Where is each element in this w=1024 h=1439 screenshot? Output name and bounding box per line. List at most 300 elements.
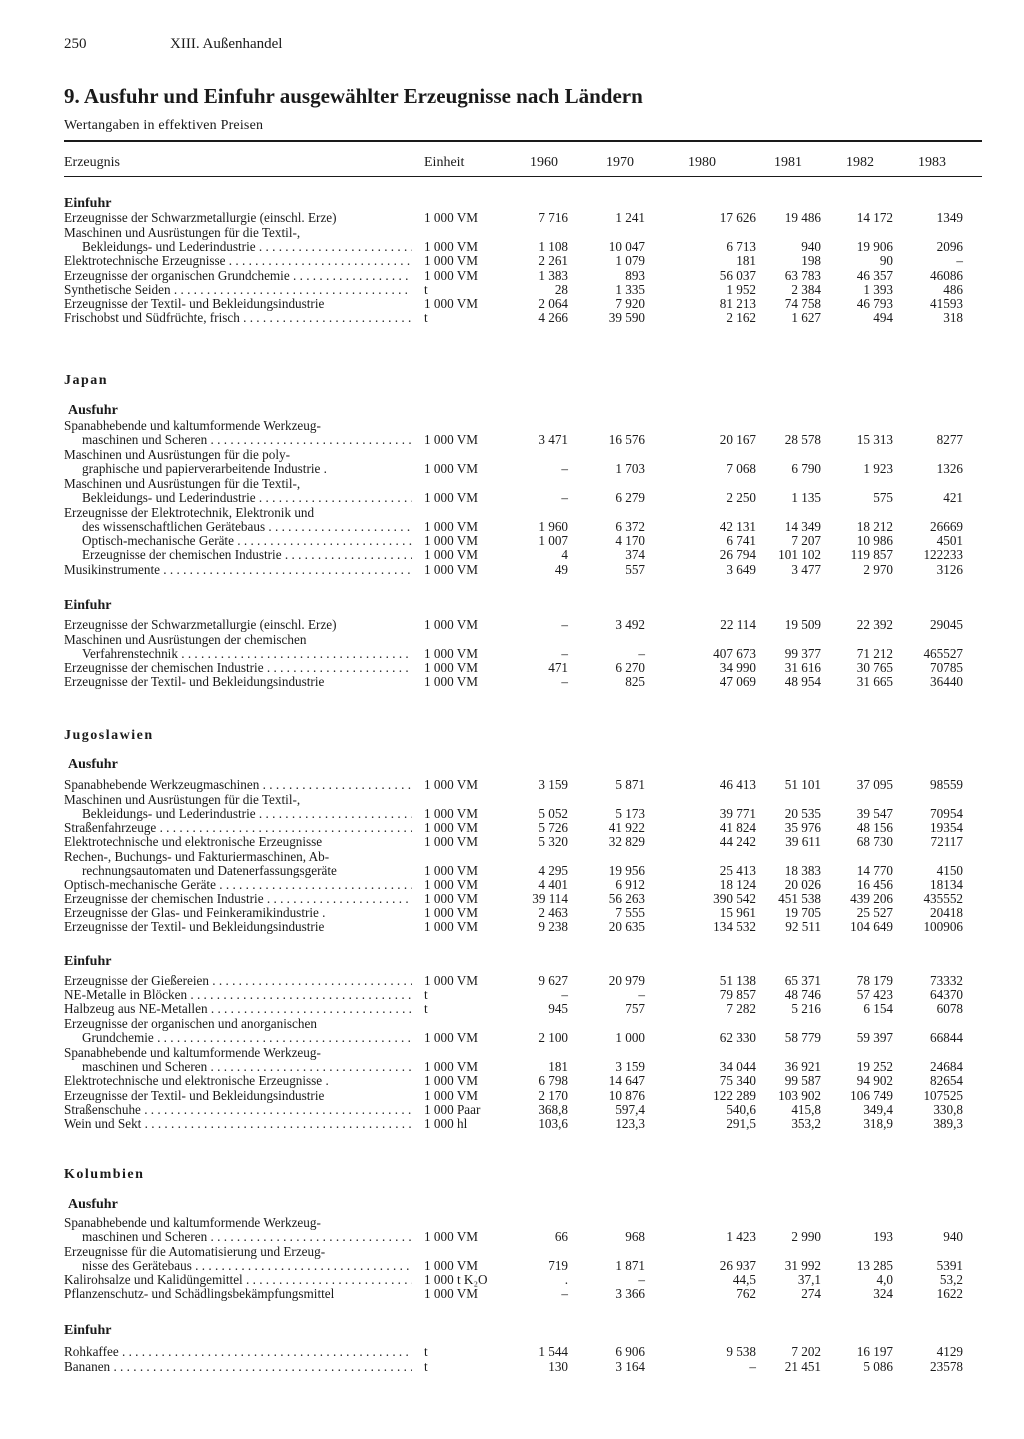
row-label: Bekleidungs- und Lederindustrie . . . bbox=[82, 240, 412, 254]
row-unit: t bbox=[424, 1344, 428, 1359]
row-unit: 1 000 VM bbox=[424, 1286, 478, 1301]
column-header-product: Erzeugnis bbox=[64, 155, 120, 170]
cell-1982: 14 172 bbox=[856, 210, 893, 225]
row-label: Elektrotechnische und elektronische Erzeugnisse bbox=[64, 834, 323, 849]
row-label: Erzeugnisse der Textil- und Bekleidungsindustrie bbox=[64, 674, 325, 689]
table-row bbox=[0, 1259, 1024, 1273]
table-row bbox=[0, 311, 1024, 325]
row-label: Frischobst und Südfrüchte, frisch . . . bbox=[64, 311, 412, 325]
row-label: Spanabhebende und kaltumformende Werkzeug- bbox=[64, 1215, 321, 1230]
table-row bbox=[0, 563, 1024, 577]
cell-1970: 968 bbox=[625, 1229, 645, 1244]
cell-1982: 46 357 bbox=[856, 268, 893, 283]
cell-1981: 6 790 bbox=[791, 461, 821, 476]
cell-1960: 9 627 bbox=[538, 973, 568, 988]
row-unit: 1 000 VM bbox=[424, 1258, 478, 1273]
cell-1981: 1 135 bbox=[791, 490, 821, 505]
cell-1970: 557 bbox=[625, 562, 645, 577]
cell-1983: 72117 bbox=[930, 834, 963, 849]
cell-1970: 19 956 bbox=[608, 863, 645, 878]
row-label: Kalirohsalze und Kalidüngemittel . . . bbox=[64, 1273, 412, 1287]
cell-1980: 34 044 bbox=[719, 1059, 756, 1074]
cell-1960: 66 bbox=[554, 1229, 568, 1244]
cell-1960: 4 295 bbox=[538, 863, 568, 878]
table-row bbox=[0, 1117, 1024, 1131]
row-label: Rohkaffee . . . bbox=[64, 1345, 412, 1359]
cell-1981: 1 627 bbox=[791, 310, 821, 325]
cell-1980: 2 162 bbox=[726, 310, 756, 325]
row-label: des wissenschaftlichen Gerätebaus . . . bbox=[82, 520, 412, 534]
table-row bbox=[0, 1017, 1024, 1031]
row-label: Spanabhebende Werkzeugmaschinen . . . bbox=[64, 778, 412, 792]
cell-1980: 134 532 bbox=[713, 919, 756, 934]
cell-1983: 465527 bbox=[923, 646, 963, 661]
cell-1981: 101 102 bbox=[778, 547, 821, 562]
cell-1980: 26 794 bbox=[719, 547, 756, 562]
cell-1982: 19 906 bbox=[856, 239, 893, 254]
section-heading: Einfuhr bbox=[64, 954, 112, 969]
section-heading: Einfuhr bbox=[64, 196, 112, 211]
cell-1980: 1 423 bbox=[726, 1229, 756, 1244]
cell-1980: 9 538 bbox=[726, 1344, 756, 1359]
cell-1983: 389,3 bbox=[933, 1116, 963, 1131]
table-row bbox=[0, 534, 1024, 548]
cell-1983: 29045 bbox=[930, 617, 963, 632]
cell-1960: 368,8 bbox=[538, 1102, 568, 1117]
row-label: Erzeugnisse der Schwarzmetallurgie (einschl. Erze) bbox=[64, 617, 337, 632]
cell-1982: 30 765 bbox=[856, 660, 893, 675]
cell-1960: – bbox=[561, 987, 568, 1002]
row-unit: t bbox=[424, 310, 428, 325]
table-row bbox=[0, 1060, 1024, 1074]
cell-1970: 825 bbox=[625, 674, 645, 689]
cell-1980: 2 250 bbox=[726, 490, 756, 505]
row-label: Erzeugnisse der organischen und anorganischen bbox=[64, 1016, 317, 1031]
cell-1970: 7 920 bbox=[615, 296, 645, 311]
column-header-1981: 1981 bbox=[774, 155, 802, 170]
row-label: Erzeugnisse der Glas- und Feinkeramikindustrie . bbox=[64, 905, 326, 920]
row-label: Erzeugnisse der chemischen Industrie . . . bbox=[82, 548, 412, 562]
row-label: rechnungsautomaten und Datenerfassungsgeräte bbox=[82, 863, 337, 878]
table-title: 9. Ausfuhr und Einfuhr ausgewählter Erzeugnisse nach Ländern bbox=[64, 84, 643, 108]
cell-1983: 41593 bbox=[930, 296, 963, 311]
cell-1983: 1326 bbox=[936, 461, 963, 476]
cell-1983: 20418 bbox=[930, 905, 963, 920]
cell-1960: 5 320 bbox=[538, 834, 568, 849]
row-unit: 1 000 VM bbox=[424, 519, 478, 534]
cell-1980: 3 649 bbox=[726, 562, 756, 577]
cell-1982: 10 986 bbox=[856, 533, 893, 548]
table-row bbox=[0, 226, 1024, 240]
cell-1981: 36 921 bbox=[784, 1059, 821, 1074]
cell-1983: 100906 bbox=[923, 919, 963, 934]
cell-1960: 4 266 bbox=[538, 310, 568, 325]
row-unit: 1 000 VM bbox=[424, 268, 478, 283]
cell-1983: 73332 bbox=[930, 973, 963, 988]
row-unit: 1 000 VM bbox=[424, 674, 478, 689]
header-rule bbox=[64, 176, 982, 177]
cell-1980: 79 857 bbox=[719, 987, 756, 1002]
cell-1981: 48 746 bbox=[784, 987, 821, 1002]
cell-1982: 193 bbox=[873, 1229, 893, 1244]
cell-1960: 719 bbox=[548, 1258, 568, 1273]
row-label: Rechen-, Buchungs- und Fakturiermaschinen, Ab- bbox=[64, 849, 330, 864]
cell-1960: – bbox=[561, 1286, 568, 1301]
cell-1960: 471 bbox=[548, 660, 568, 675]
row-unit: 1 000 VM bbox=[424, 863, 478, 878]
cell-1983: 70954 bbox=[930, 806, 963, 821]
cell-1983: 435552 bbox=[923, 891, 963, 906]
row-label: Erzeugnisse der Textil- und Bekleidungsindustrie bbox=[64, 296, 325, 311]
row-label: Erzeugnisse der Textil- und Bekleidungsindustrie bbox=[64, 1088, 325, 1103]
row-label: Maschinen und Ausrüstungen für die Textil-, bbox=[64, 792, 301, 807]
cell-1980: 62 330 bbox=[719, 1030, 756, 1045]
table-row bbox=[0, 433, 1024, 447]
cell-1983: 1349 bbox=[936, 210, 963, 225]
column-header-1960: 1960 bbox=[530, 155, 558, 170]
row-unit: 1 000 VM bbox=[424, 296, 478, 311]
row-label: Spanabhebende und kaltumformende Werkzeug- bbox=[64, 418, 321, 433]
row-unit: 1 000 VM bbox=[424, 490, 478, 505]
table-row bbox=[0, 878, 1024, 892]
cell-1970: – bbox=[638, 646, 645, 661]
row-unit: 1 000 VM bbox=[424, 253, 478, 268]
row-label: Bekleidungs- und Lederindustrie . . . bbox=[82, 807, 412, 821]
cell-1983: – bbox=[956, 253, 963, 268]
cell-1970: 1 000 bbox=[615, 1030, 645, 1045]
cell-1980: 20 167 bbox=[719, 432, 756, 447]
row-label: Maschinen und Ausrüstungen für die Textil-, bbox=[64, 225, 301, 240]
row-label: Pflanzenschutz- und Schädlingsbekämpfungsmittel bbox=[64, 1286, 335, 1301]
chapter-title: XIII. Außenhandel bbox=[170, 36, 283, 52]
cell-1981: 7 202 bbox=[791, 1344, 821, 1359]
row-unit: 1 000 VM bbox=[424, 1059, 478, 1074]
cell-1981: 63 783 bbox=[784, 268, 821, 283]
cell-1980: 46 413 bbox=[719, 777, 756, 792]
cell-1960: 1 383 bbox=[538, 268, 568, 283]
row-label: Erzeugnisse der Textil- und Bekleidungsindustrie bbox=[64, 919, 325, 934]
cell-1981: 35 976 bbox=[784, 820, 821, 835]
row-unit: 1 000 VM bbox=[424, 461, 478, 476]
row-unit: 1 000 VM bbox=[424, 973, 478, 988]
cell-1980: 75 340 bbox=[719, 1073, 756, 1088]
table-row bbox=[0, 675, 1024, 689]
cell-1970: 5 173 bbox=[615, 806, 645, 821]
cell-1982: 494 bbox=[873, 310, 893, 325]
table-row bbox=[0, 974, 1024, 988]
cell-1983: 330,8 bbox=[933, 1102, 963, 1117]
row-unit: 1 000 VM bbox=[424, 1073, 478, 1088]
cell-1960: 1 544 bbox=[538, 1344, 568, 1359]
cell-1983: 3126 bbox=[936, 562, 963, 577]
row-label: maschinen und Scheren . . . bbox=[82, 1230, 412, 1244]
cell-1982: 48 156 bbox=[856, 820, 893, 835]
cell-1980: 39 771 bbox=[719, 806, 756, 821]
row-label: Spanabhebende und kaltumformende Werkzeug- bbox=[64, 1045, 321, 1060]
table-row bbox=[0, 1245, 1024, 1259]
cell-1982: 1 393 bbox=[863, 282, 893, 297]
cell-1983: 23578 bbox=[930, 1359, 963, 1374]
row-label: Erzeugnisse der Gießereien . . . bbox=[64, 974, 412, 988]
cell-1981: 274 bbox=[801, 1286, 821, 1301]
cell-1982: 6 154 bbox=[863, 1001, 893, 1016]
cell-1960: – bbox=[561, 490, 568, 505]
table-row bbox=[0, 283, 1024, 297]
cell-1970: 10 876 bbox=[608, 1088, 645, 1103]
cell-1960: 1 960 bbox=[538, 519, 568, 534]
cell-1983: 64370 bbox=[930, 987, 963, 1002]
cell-1981: 99 377 bbox=[784, 646, 821, 661]
row-label: Bekleidungs- und Lederindustrie . . . bbox=[82, 491, 412, 505]
cell-1981: 7 207 bbox=[791, 533, 821, 548]
row-unit: 1 000 VM bbox=[424, 877, 478, 892]
table-row bbox=[0, 618, 1024, 632]
table-row bbox=[0, 906, 1024, 920]
row-unit: 1 000 VM bbox=[424, 834, 478, 849]
cell-1970: 6 279 bbox=[615, 490, 645, 505]
table-row bbox=[0, 211, 1024, 225]
row-label: Erzeugnisse der chemischen Industrie . . . bbox=[64, 892, 412, 906]
page-number: 250 bbox=[64, 36, 87, 52]
cell-1982: 19 252 bbox=[856, 1059, 893, 1074]
table-row bbox=[0, 520, 1024, 534]
cell-1981: 20 535 bbox=[784, 806, 821, 821]
row-label: Erzeugnisse der Elektrotechnik, Elektronik und bbox=[64, 505, 315, 520]
row-label: Maschinen und Ausrüstungen für die Textil-, bbox=[64, 476, 301, 491]
row-unit: 1 000 VM bbox=[424, 562, 478, 577]
table-row bbox=[0, 835, 1024, 849]
cell-1960: 1 108 bbox=[538, 239, 568, 254]
cell-1980: 56 037 bbox=[719, 268, 756, 283]
cell-1960: 5 726 bbox=[538, 820, 568, 835]
row-label: Erzeugnisse der Schwarzmetallurgie (einschl. Erze) bbox=[64, 210, 337, 225]
cell-1983: 18134 bbox=[930, 877, 963, 892]
cell-1982: 106 749 bbox=[850, 1088, 893, 1103]
row-unit: t bbox=[424, 1001, 428, 1016]
cell-1980: – bbox=[749, 1359, 756, 1374]
table-row bbox=[0, 1002, 1024, 1016]
cell-1970: 6 372 bbox=[615, 519, 645, 534]
cell-1980: 44 242 bbox=[719, 834, 756, 849]
cell-1981: 940 bbox=[801, 239, 821, 254]
cell-1960: 6 798 bbox=[538, 1073, 568, 1088]
cell-1960: 103,6 bbox=[538, 1116, 568, 1131]
cell-1982: 14 770 bbox=[856, 863, 893, 878]
running-header bbox=[64, 36, 282, 53]
cell-1981: 103 902 bbox=[778, 1088, 821, 1103]
cell-1981: 19 509 bbox=[784, 617, 821, 632]
table-row bbox=[0, 1360, 1024, 1374]
cell-1970: 39 590 bbox=[608, 310, 645, 325]
cell-1960: 5 052 bbox=[538, 806, 568, 821]
cell-1982: 4,0 bbox=[876, 1272, 893, 1287]
row-unit: 1 000 VM bbox=[424, 646, 478, 661]
row-label: Elektrotechnische Erzeugnisse . . . bbox=[64, 254, 412, 268]
cell-1983: 8277 bbox=[936, 432, 963, 447]
cell-1982: 39 547 bbox=[856, 806, 893, 821]
cell-1983: 26669 bbox=[930, 519, 963, 534]
cell-1982: 349,4 bbox=[863, 1102, 893, 1117]
cell-1970: 14 647 bbox=[608, 1073, 645, 1088]
row-label: graphische und papierverarbeitende Industrie . bbox=[82, 461, 327, 476]
cell-1970: 3 366 bbox=[615, 1286, 645, 1301]
row-unit: 1 000 VM bbox=[424, 210, 478, 225]
cell-1980: 6 713 bbox=[726, 239, 756, 254]
row-label: Maschinen und Ausrüstungen für die poly- bbox=[64, 447, 290, 462]
cell-1960: 2 064 bbox=[538, 296, 568, 311]
cell-1980: 18 124 bbox=[719, 877, 756, 892]
table-row bbox=[0, 1216, 1024, 1230]
cell-1980: 41 824 bbox=[719, 820, 756, 835]
table-row bbox=[0, 269, 1024, 283]
cell-1960: – bbox=[561, 646, 568, 661]
cell-1960: – bbox=[561, 617, 568, 632]
row-unit: 1 000 VM bbox=[424, 905, 478, 920]
cell-1960: 3 159 bbox=[538, 777, 568, 792]
row-label: Erzeugnisse für die Automatisierung und Erzeug- bbox=[64, 1244, 326, 1259]
row-unit: t bbox=[424, 987, 428, 1002]
cell-1980: 181 bbox=[736, 253, 756, 268]
cell-1970: 20 979 bbox=[608, 973, 645, 988]
cell-1982: 37 095 bbox=[856, 777, 893, 792]
cell-1960: 130 bbox=[548, 1359, 568, 1374]
row-unit: 1 000 VM bbox=[424, 533, 478, 548]
row-label: maschinen und Scheren . . . bbox=[82, 1060, 412, 1074]
cell-1981: 2 384 bbox=[791, 282, 821, 297]
table-row bbox=[0, 419, 1024, 433]
cell-1970: – bbox=[638, 987, 645, 1002]
cell-1960: 39 114 bbox=[532, 891, 568, 906]
table-row bbox=[0, 988, 1024, 1002]
cell-1981: 37,1 bbox=[797, 1272, 821, 1287]
cell-1960: 2 261 bbox=[538, 253, 568, 268]
cell-1983: 486 bbox=[943, 282, 963, 297]
cell-1981: 3 477 bbox=[791, 562, 821, 577]
cell-1983: 82654 bbox=[930, 1073, 963, 1088]
cell-1981: 353,2 bbox=[791, 1116, 821, 1131]
cell-1970: 757 bbox=[625, 1001, 645, 1016]
table-row bbox=[0, 633, 1024, 647]
row-unit: 1 000 t K₂O bbox=[424, 1272, 488, 1287]
row-label: NE-Metalle in Blöcken . . . bbox=[64, 988, 412, 1002]
cell-1970: 7 555 bbox=[615, 905, 645, 920]
row-label: Optisch-mechanische Geräte . . . bbox=[64, 878, 412, 892]
row-unit: 1 000 Paar bbox=[424, 1102, 481, 1117]
cell-1970: 32 829 bbox=[608, 834, 645, 849]
cell-1960: 49 bbox=[554, 562, 568, 577]
table-row bbox=[0, 448, 1024, 462]
cell-1983: 1622 bbox=[936, 1286, 963, 1301]
cell-1981: 48 954 bbox=[784, 674, 821, 689]
table-row bbox=[0, 1031, 1024, 1045]
cell-1983: 107525 bbox=[923, 1088, 963, 1103]
cell-1960: 2 100 bbox=[538, 1030, 568, 1045]
cell-1983: 98559 bbox=[930, 777, 963, 792]
cell-1960: 9 238 bbox=[538, 919, 568, 934]
table-row bbox=[0, 491, 1024, 505]
cell-1982: 119 857 bbox=[850, 547, 893, 562]
table-subtitle: Wertangaben in effektiven Preisen bbox=[64, 118, 264, 133]
cell-1980: 291,5 bbox=[726, 1116, 756, 1131]
row-unit: 1 000 VM bbox=[424, 777, 478, 792]
cell-1970: 20 635 bbox=[608, 919, 645, 934]
row-label: Elektrotechnische und elektronische Erzeugnisse . bbox=[64, 1073, 329, 1088]
cell-1982: 5 086 bbox=[863, 1359, 893, 1374]
cell-1981: 51 101 bbox=[784, 777, 821, 792]
row-unit: 1 000 VM bbox=[424, 1088, 478, 1103]
row-unit: 1 000 VM bbox=[424, 820, 478, 835]
country-heading: Kolumbien bbox=[64, 1167, 145, 1182]
cell-1981: 92 511 bbox=[785, 919, 821, 934]
table-row bbox=[0, 793, 1024, 807]
cell-1983: 421 bbox=[943, 490, 963, 505]
cell-1980: 26 937 bbox=[719, 1258, 756, 1273]
cell-1983: 4150 bbox=[936, 863, 963, 878]
cell-1970: 374 bbox=[625, 547, 645, 562]
cell-1982: 46 793 bbox=[856, 296, 893, 311]
cell-1970: 10 047 bbox=[608, 239, 645, 254]
row-label: Optisch-mechanische Geräte . . . bbox=[82, 534, 412, 548]
table-row bbox=[0, 1230, 1024, 1244]
cell-1982: 575 bbox=[873, 490, 893, 505]
table-row bbox=[0, 1074, 1024, 1088]
cell-1960: – bbox=[561, 674, 568, 689]
cell-1982: 1 923 bbox=[863, 461, 893, 476]
cell-1960: 945 bbox=[548, 1001, 568, 1016]
cell-1960: 2 463 bbox=[538, 905, 568, 920]
table-row bbox=[0, 506, 1024, 520]
cell-1981: 18 383 bbox=[784, 863, 821, 878]
table-row bbox=[0, 778, 1024, 792]
row-label: Erzeugnisse der organischen Grundchemie . . . bbox=[64, 269, 412, 283]
row-unit: 1 000 VM bbox=[424, 806, 478, 821]
cell-1970: 3 159 bbox=[615, 1059, 645, 1074]
cell-1970: 6 906 bbox=[615, 1344, 645, 1359]
cell-1981: 28 578 bbox=[784, 432, 821, 447]
cell-1970: 16 576 bbox=[608, 432, 645, 447]
table-row bbox=[0, 254, 1024, 268]
table-row bbox=[0, 821, 1024, 835]
cell-1981: 19 705 bbox=[784, 905, 821, 920]
cell-1980: 122 289 bbox=[713, 1088, 756, 1103]
cell-1960: 2 170 bbox=[538, 1088, 568, 1103]
row-unit: 1 000 VM bbox=[424, 432, 478, 447]
table-row bbox=[0, 477, 1024, 491]
column-header-1970: 1970 bbox=[606, 155, 634, 170]
cell-1970: 6 912 bbox=[615, 877, 645, 892]
row-unit: 1 000 VM bbox=[424, 891, 478, 906]
cell-1982: 94 902 bbox=[856, 1073, 893, 1088]
country-heading: Jugoslawien bbox=[64, 728, 154, 743]
cell-1983: 24684 bbox=[930, 1059, 963, 1074]
cell-1983: 318 bbox=[943, 310, 963, 325]
cell-1983: 53,2 bbox=[939, 1272, 963, 1287]
cell-1980: 25 413 bbox=[719, 863, 756, 878]
cell-1983: 122233 bbox=[923, 547, 963, 562]
cell-1980: 44,5 bbox=[732, 1272, 756, 1287]
cell-1980: 407 673 bbox=[713, 646, 756, 661]
cell-1983: 6078 bbox=[936, 1001, 963, 1016]
column-header-1980: 1980 bbox=[688, 155, 716, 170]
cell-1981: 99 587 bbox=[784, 1073, 821, 1088]
cell-1970: 893 bbox=[625, 268, 645, 283]
cell-1982: 25 527 bbox=[856, 905, 893, 920]
row-unit: 1 000 VM bbox=[424, 547, 478, 562]
row-unit: t bbox=[424, 282, 428, 297]
cell-1970: 6 270 bbox=[615, 660, 645, 675]
row-unit: 1 000 hl bbox=[424, 1116, 468, 1131]
row-label: Synthetische Seiden . . . bbox=[64, 283, 412, 297]
